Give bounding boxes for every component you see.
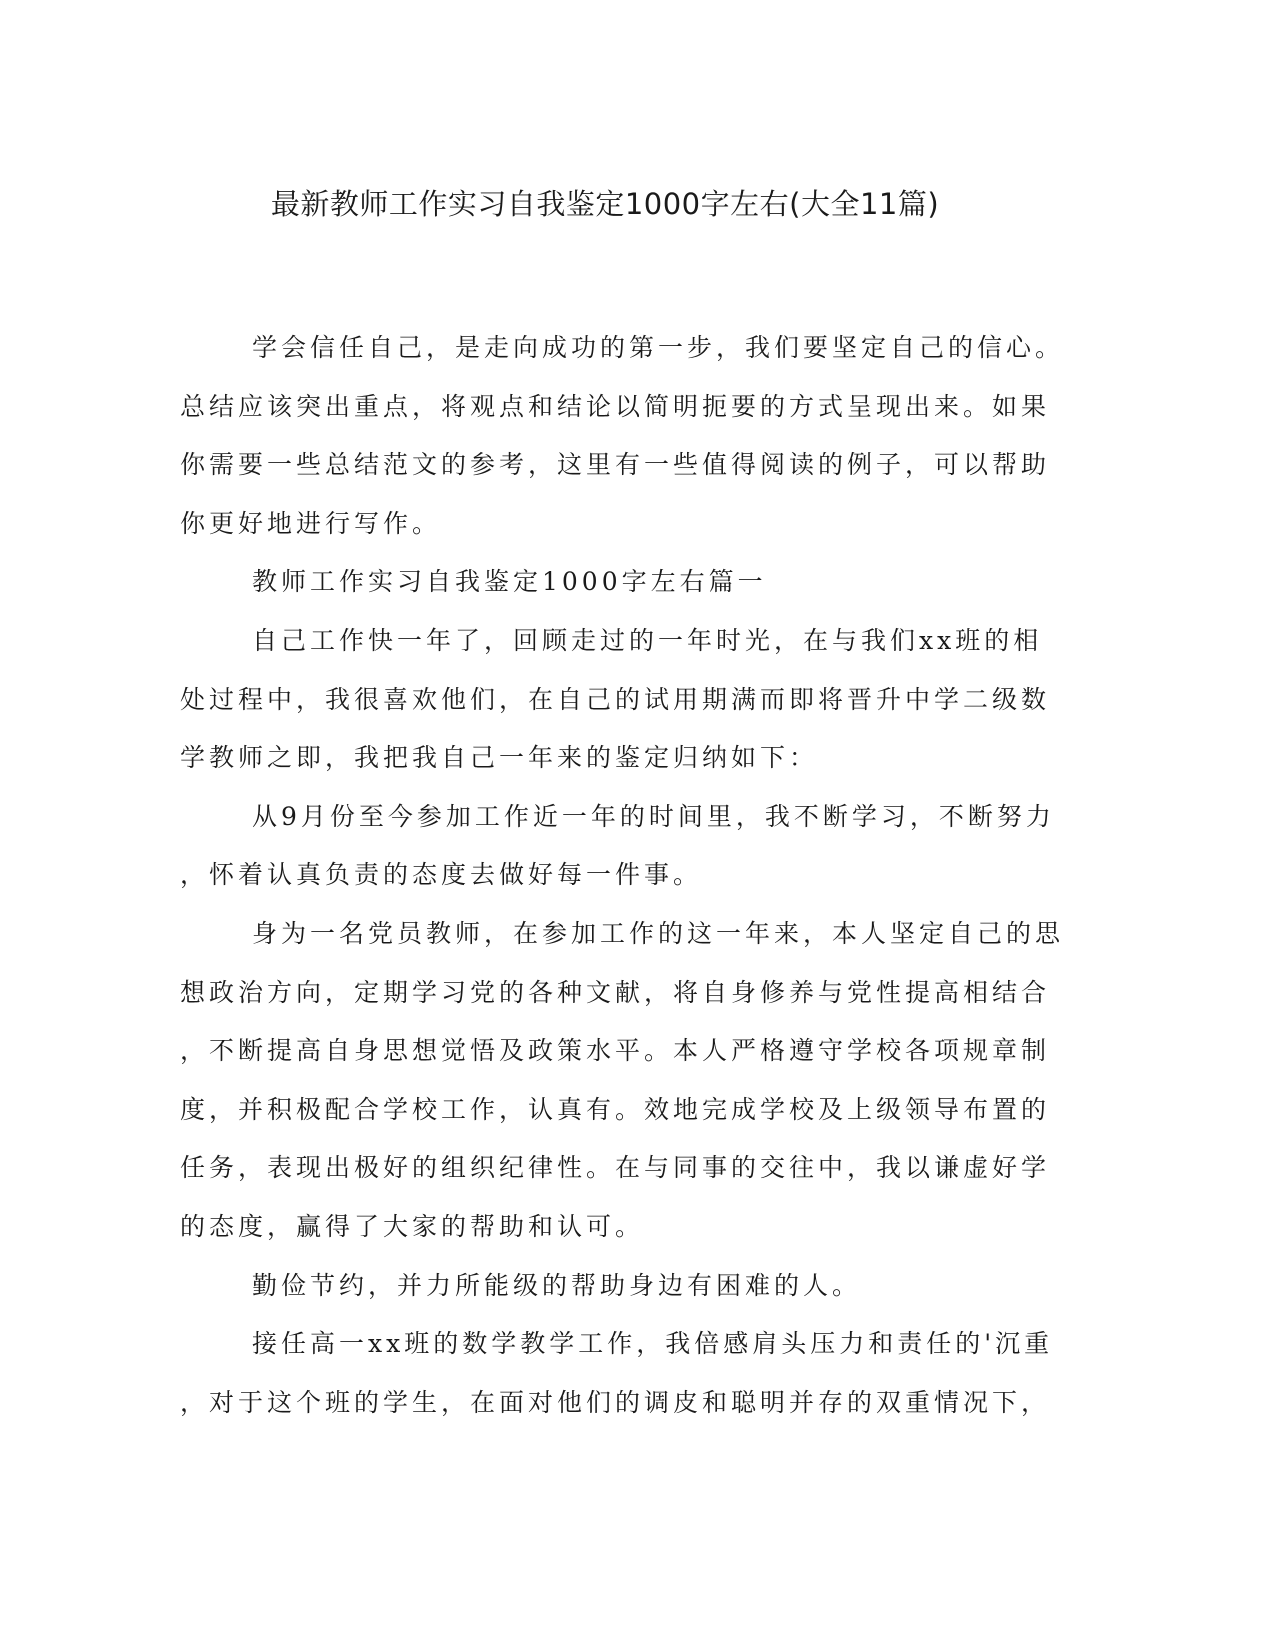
- paragraph-line: 你更好地进行写作。: [180, 508, 442, 538]
- paragraph-line: 的态度，赢得了大家的帮助和认可。: [180, 1211, 645, 1241]
- paragraph-line: 处过程中，我很喜欢他们，在自己的试用期满而即将晋升中学二级数: [180, 684, 1051, 714]
- paragraph-line: ，对于这个班的学生，在面对他们的调皮和聪明并存的双重情况下，: [180, 1387, 1051, 1417]
- paragraph-line: 身为一名党员教师，在参加工作的这一年来，本人坚定自己的思: [252, 918, 1065, 948]
- paragraph-line: 总结应该突出重点，将观点和结论以简明扼要的方式呈现出来。如果: [180, 391, 1051, 421]
- paragraph-line: 学会信任自己，是走向成功的第一步，我们要坚定自己的信心。: [252, 333, 1065, 362]
- paragraph-line: 任务，表现出极好的组织纪律性。在与同事的交往中，我以谦虚好学: [180, 1153, 1051, 1183]
- section-heading: 教师工作实习自我鉴定1000字左右篇一: [252, 567, 767, 597]
- paragraph-line: 学教师之即，我把我自己一年来的鉴定归纳如下：: [180, 743, 819, 773]
- document-body: [180, 319, 1065, 1432]
- paragraph-line: ，怀着认真负责的态度去做好每一件事。: [180, 860, 703, 890]
- paragraph-line: 接任高一xx班的数学教学工作，我倍感肩头压力和责任的'沉重: [252, 1329, 1054, 1359]
- paragraph-line: 自己工作快一年了，回顾走过的一年时光，在与我们xx班的相: [252, 625, 1043, 655]
- paragraph-line: 你需要一些总结范文的参考，这里有一些值得阅读的例子，可以帮助: [180, 450, 1051, 480]
- document-title: 最新教师工作实习自我鉴定1000字左右(大全11篇): [270, 187, 940, 221]
- paragraph-line: 度，并积极配合学校工作，认真有。效地完成学校及上级领导布置的: [180, 1094, 1051, 1124]
- paragraph-line: 想政治方向，定期学习党的各种文献，将自身修养与党性提高相结合: [180, 977, 1051, 1007]
- paragraph-line: 勤俭节约，并力所能级的帮助身边有困难的人。: [252, 1270, 862, 1300]
- paragraph-line: ，不断提高自身思想觉悟及政策水平。本人严格遵守学校各项规章制: [180, 1036, 1051, 1066]
- paragraph-line: 从9月份至今参加工作近一年的时间里，我不断学习，不断努力: [252, 801, 1055, 831]
